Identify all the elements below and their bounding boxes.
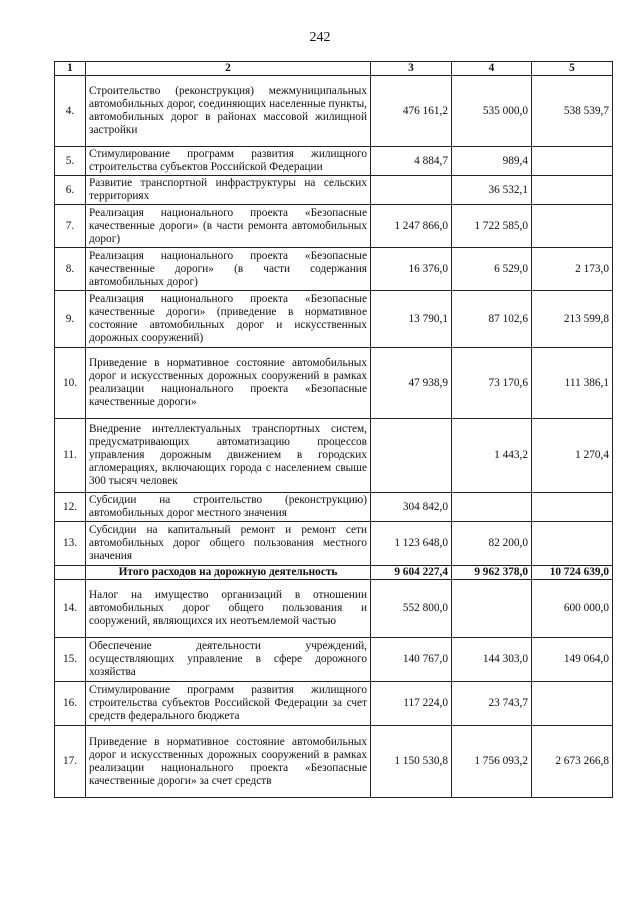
column-header: 4	[452, 62, 532, 76]
value-col-5: 149 064,0	[532, 638, 613, 682]
row-number: 7.	[55, 205, 86, 248]
column-header: 3	[371, 62, 452, 76]
row-description: Обеспечение деятельности учреждений, осуществляющих управление в сфере дорожного хозяйства	[86, 638, 371, 682]
value-col-4: 1 722 585,0	[452, 205, 532, 248]
value-col-3: 1 150 530,8	[371, 726, 452, 798]
row-number: 5.	[55, 147, 86, 176]
total-row	[55, 566, 613, 580]
value-col-3: 552 800,0	[371, 580, 452, 638]
value-col-5	[532, 682, 613, 726]
row-description: Субсидии на капитальный ремонт и ремонт сети автомобильных дорог общего пользования местного значения	[86, 522, 371, 566]
page-number: 242	[309, 30, 331, 45]
row-number: 14.	[55, 580, 86, 638]
row-description: Строительство (реконструкция) межмуниципальных автомобильных дорог, соединяющих населенные пункты, автомобильных дорог в районах массовой жилищной застройки	[86, 76, 371, 147]
table-row	[55, 248, 613, 291]
value-col-4: 1 443,2	[452, 419, 532, 493]
table-row	[55, 580, 613, 638]
value-col-3: 4 884,7	[371, 147, 452, 176]
row-number: 12.	[55, 493, 86, 522]
value-col-4	[452, 580, 532, 638]
value-col-4: 23 743,7	[452, 682, 532, 726]
value-col-5	[532, 176, 613, 205]
row-number: 4.	[55, 76, 86, 147]
table-row	[55, 682, 613, 726]
value-col-4: 36 532,1	[452, 176, 532, 205]
table-row	[55, 522, 613, 566]
column-header: 2	[86, 62, 371, 76]
row-description: Внедрение интеллектуальных транспортных систем, предусматривающих автоматизацию процессов управления дорожным движением в городских агломерациях, включающих города с населением свыше 300 тысяч человек	[86, 419, 371, 493]
value-col-3: 117 224,0	[371, 682, 452, 726]
value-col-3: 1 123 648,0	[371, 522, 452, 566]
value-col-3: 9 604 227,4	[371, 566, 452, 580]
row-description: Приведение в нормативное состояние автомобильных дорог и искусственных дорожных сооружений в рамках реализации национального проекта «Безопасные качественные дороги»	[86, 348, 371, 419]
value-col-4: 82 200,0	[452, 522, 532, 566]
column-header: 5	[532, 62, 613, 76]
value-col-4: 73 170,6	[452, 348, 532, 419]
value-col-4: 535 000,0	[452, 76, 532, 147]
row-number: 9.	[55, 291, 86, 348]
value-col-3	[371, 419, 452, 493]
value-col-3: 1 247 866,0	[371, 205, 452, 248]
header-row	[55, 62, 613, 76]
value-col-3: 304 842,0	[371, 493, 452, 522]
row-description: Развитие транспортной инфраструктуры на сельских территориях	[86, 176, 371, 205]
table-body	[55, 76, 613, 798]
row-number: 6.	[55, 176, 86, 205]
budget-table	[54, 61, 613, 798]
value-col-3: 47 938,9	[371, 348, 452, 419]
table-row	[55, 493, 613, 522]
table-row	[55, 205, 613, 248]
value-col-5: 600 000,0	[532, 580, 613, 638]
row-description: Реализация национального проекта «Безопасные качественные дороги» (в части содержания автомобильных дорог)	[86, 248, 371, 291]
table-row	[55, 638, 613, 682]
value-col-4: 87 102,6	[452, 291, 532, 348]
table-row	[55, 76, 613, 147]
value-col-5	[532, 147, 613, 176]
row-number: 10.	[55, 348, 86, 419]
value-col-5: 213 599,8	[532, 291, 613, 348]
value-col-5: 538 539,7	[532, 76, 613, 147]
table-row	[55, 291, 613, 348]
value-col-3	[371, 176, 452, 205]
value-col-5: 1 270,4	[532, 419, 613, 493]
value-col-4	[452, 493, 532, 522]
table-row	[55, 176, 613, 205]
value-col-5: 10 724 639,0	[532, 566, 613, 580]
row-description: Реализация национального проекта «Безопасные качественные дороги» (приведение в нормативное состояние автомобильных дорог и искусственных дорожных сооружений)	[86, 291, 371, 348]
row-description: Итого расходов на дорожную деятельность	[86, 566, 371, 580]
row-description: Налог на имущество организаций в отношении автомобильных дорог общего пользования и сооружений, являющихся их неотъемлемой частью	[86, 580, 371, 638]
value-col-4: 9 962 378,0	[452, 566, 532, 580]
value-col-3: 13 790,1	[371, 291, 452, 348]
row-number: 17.	[55, 726, 86, 798]
table-row	[55, 348, 613, 419]
row-description: Стимулирование программ развития жилищного строительства субъектов Российской Федерации	[86, 147, 371, 176]
column-header: 1	[55, 62, 86, 76]
value-col-5	[532, 522, 613, 566]
row-number: 11.	[55, 419, 86, 493]
value-col-4: 144 303,0	[452, 638, 532, 682]
row-number: 16.	[55, 682, 86, 726]
row-number: 15.	[55, 638, 86, 682]
row-number: 8.	[55, 248, 86, 291]
value-col-5: 111 386,1	[532, 348, 613, 419]
value-col-4: 989,4	[452, 147, 532, 176]
value-col-5	[532, 493, 613, 522]
value-col-4: 6 529,0	[452, 248, 532, 291]
value-col-5	[532, 205, 613, 248]
row-description: Стимулирование программ развития жилищного строительства субъектов Российской Федерации за счет средств федерального бюджета	[86, 682, 371, 726]
row-number: 13.	[55, 522, 86, 566]
value-col-3: 16 376,0	[371, 248, 452, 291]
value-col-5: 2 673 266,8	[532, 726, 613, 798]
row-description: Реализация национального проекта «Безопасные качественные дороги» (в части ремонта автомобильных дорог)	[86, 205, 371, 248]
value-col-5: 2 173,0	[532, 248, 613, 291]
row-description: Субсидии на строительство (реконструкцию) автомобильных дорог местного значения	[86, 493, 371, 522]
table-row	[55, 147, 613, 176]
row-number	[55, 566, 86, 580]
table-row	[55, 419, 613, 493]
table-row	[55, 726, 613, 798]
value-col-3: 476 161,2	[371, 76, 452, 147]
value-col-3: 140 767,0	[371, 638, 452, 682]
value-col-4: 1 756 093,2	[452, 726, 532, 798]
row-description: Приведение в нормативное состояние автомобильных дорог и искусственных дорожных сооружений в рамках реализации национального проекта «Безопасные качественные дороги» за счет средств	[86, 726, 371, 798]
